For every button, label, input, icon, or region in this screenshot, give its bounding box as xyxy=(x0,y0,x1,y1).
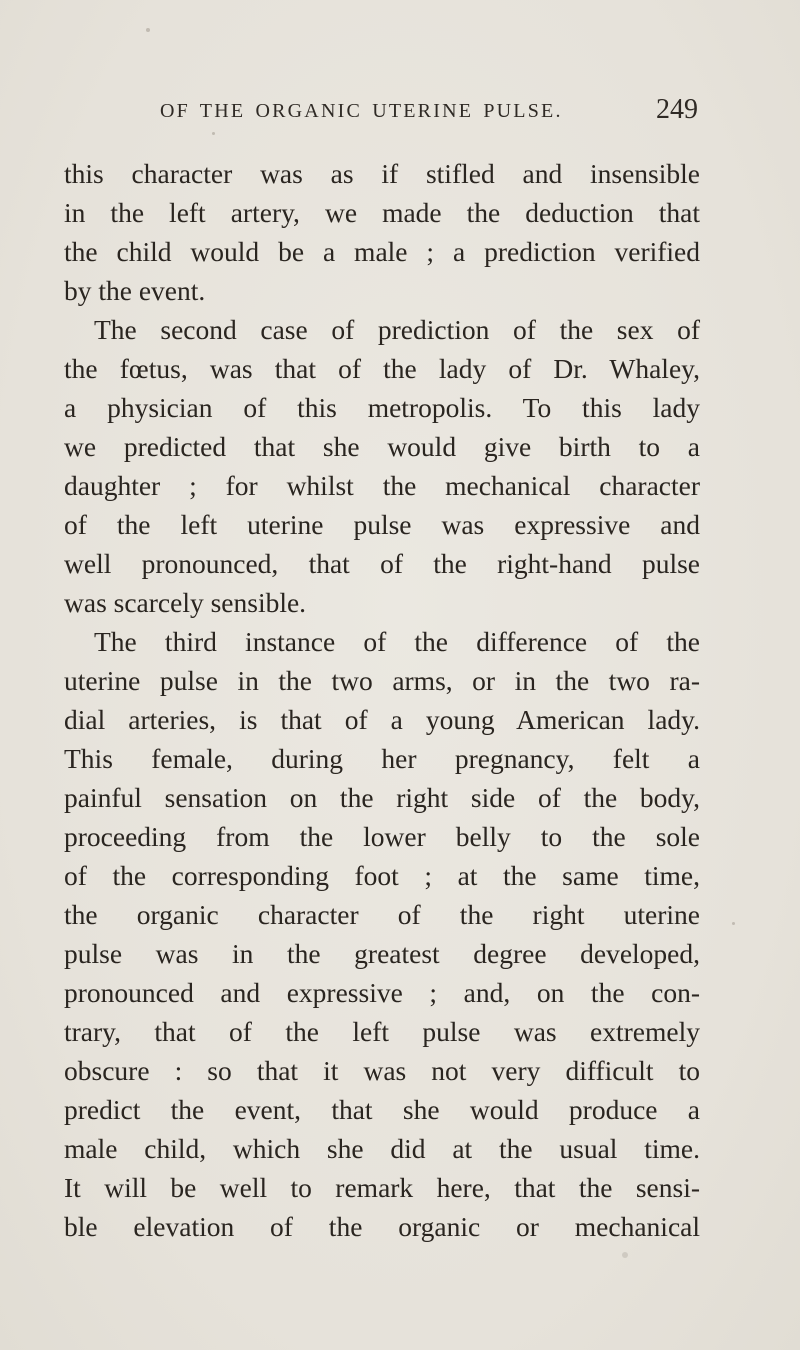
text-line: of the left uterine pulse was expressive and xyxy=(64,509,700,540)
text-line: a physician of this metropolis. To this lady xyxy=(64,392,700,423)
paper-speck xyxy=(146,28,150,32)
paragraph-start-line: The third instance of the difference of the xyxy=(94,626,700,657)
text-line: was scarcely sensible. xyxy=(64,587,307,618)
running-title: OF THE ORGANIC UTERINE PULSE. xyxy=(160,100,563,122)
text-line: pulse was in the greatest degree developed, xyxy=(64,938,700,969)
paragraph-start-line: The second case of prediction of the sex of xyxy=(94,314,700,345)
text-line: predict the event, that she would produce a xyxy=(64,1094,700,1125)
text-line: the child would be a male ; a prediction verified xyxy=(64,236,700,267)
running-head xyxy=(160,94,700,130)
text-line: proceeding from the lower belly to the sole xyxy=(64,821,700,852)
text-line: well pronounced, that of the right-hand pulse xyxy=(64,548,700,579)
text-line: the fœtus, was that of the lady of Dr. Whaley, xyxy=(64,353,700,384)
text-line: we predicted that she would give birth to a xyxy=(64,431,700,462)
paper-speck xyxy=(732,922,735,925)
text-line: pronounced and expressive ; and, on the con- xyxy=(64,977,700,1008)
text-line: the organic character of the right uterine xyxy=(64,899,700,930)
text-line: obscure : so that it was not very difficult to xyxy=(64,1055,700,1086)
paper-speck xyxy=(212,132,215,135)
text-line: dial arteries, is that of a young American lady. xyxy=(64,704,700,735)
text-line: trary, that of the left pulse was extremely xyxy=(64,1016,700,1047)
text-line: This female, during her pregnancy, felt a xyxy=(64,743,700,774)
text-line: daughter ; for whilst the mechanical character xyxy=(64,470,700,501)
text-line: this character was as if stifled and insensible xyxy=(64,158,700,189)
text-line: ble elevation of the organic or mechanical xyxy=(64,1211,700,1242)
body-text xyxy=(64,154,700,1246)
text-line: uterine pulse in the two arms, or in the two ra- xyxy=(64,665,700,696)
text-line: of the corresponding foot ; at the same time, xyxy=(64,860,700,891)
text-line: in the left artery, we made the deduction that xyxy=(64,197,700,228)
paper-speck xyxy=(622,1252,628,1258)
text-line: painful sensation on the right side of the body, xyxy=(64,782,700,813)
text-line: It will be well to remark here, that the sensi- xyxy=(64,1172,700,1203)
page-number: 249 xyxy=(656,94,698,125)
text-line: male child, which she did at the usual time. xyxy=(64,1133,700,1164)
text-line: by the event. xyxy=(64,275,206,306)
